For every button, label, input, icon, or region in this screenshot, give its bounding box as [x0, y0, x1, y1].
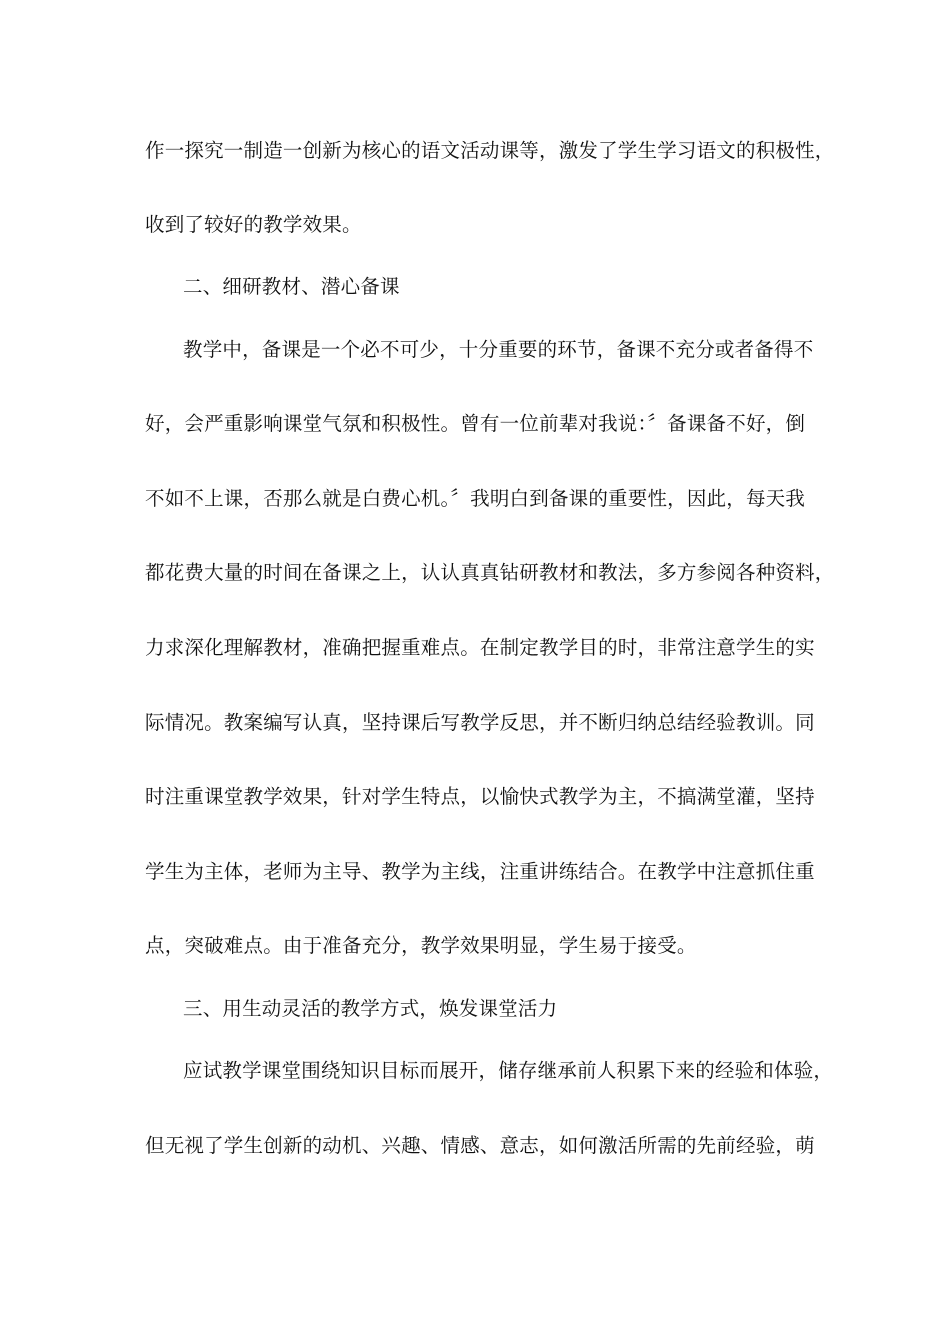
paragraph-line: 收到了较好的教学效果。: [145, 213, 362, 236]
paragraph-line: 时注重课堂教学效果，针对学生特点，以愉快式教学为主，不搞满堂灌，坚持: [145, 785, 815, 808]
paragraph-line: 学生为主体，老师为主导、教学为主线，注重讲练结合。在教学中注意抓住重: [145, 860, 815, 883]
paragraph-line: 不如不上课，否那么就是白费心机。〞我明白到备课的重要性，因此，每天我: [145, 487, 806, 510]
section-heading: 三、用生动灵活的教学方式，焕发课堂活力: [183, 997, 558, 1020]
paragraph-line: 应试教学课堂围绕知识目标而展开，储存继承前人积累下来的经验和体验，: [183, 1059, 834, 1082]
paragraph-line: 力求深化理解教材，准确把握重难点。在制定教学目的时，非常注意学生的实: [145, 636, 815, 659]
paragraph-line: 但无视了学生创新的动机、兴趣、情感、意志，如何激活所需的先前经验，萌: [145, 1134, 815, 1157]
paragraph-line: 作一探究一制造一创新为核心的语文活动课等，激发了学生学习语文的积极性，: [145, 139, 835, 162]
paragraph-line: 际情况。教案编写认真，坚持课后写教学反思，并不断归纳总结经验教训。同: [145, 711, 815, 734]
paragraph-line: 教学中，备课是一个必不可少，十分重要的环节，备课不充分或者备得不: [183, 338, 814, 361]
paragraph-line: 点，突破难点。由于准备充分，教学效果明显，学生易于接受。: [145, 934, 697, 957]
paragraph-line: 好，会严重影响课堂气氛和积极性。曾有一位前辈对我说：〞备课备不好，倒: [145, 412, 806, 435]
paragraph-line: 都花费大量的时间在备课之上，认认真真钻研教材和教法，多方参阅各种资料，: [145, 561, 835, 584]
section-heading: 二、细研教材、潜心备课: [183, 275, 400, 298]
